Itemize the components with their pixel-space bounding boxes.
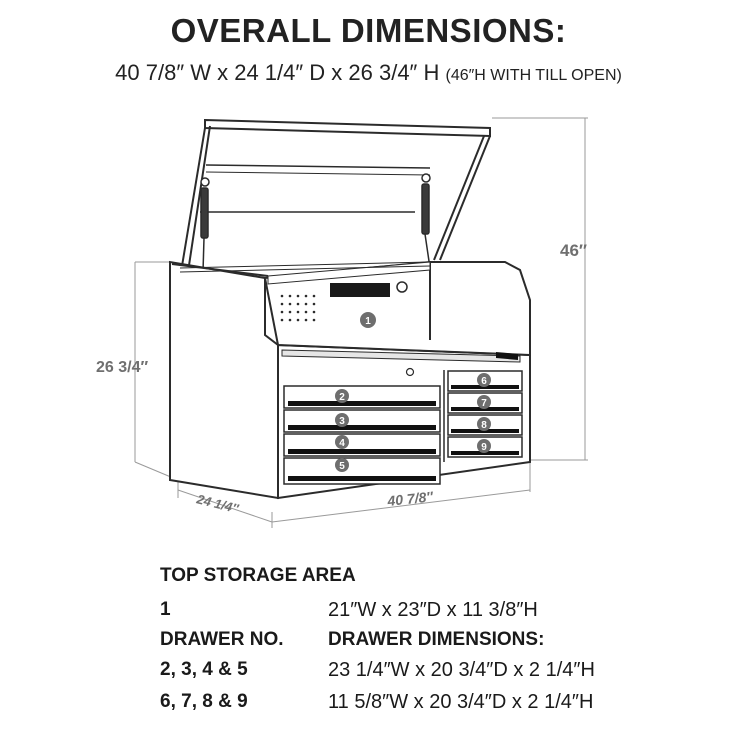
callout-4 bbox=[335, 435, 349, 449]
top-storage-dims: 21″W x 23″D x 11 3/8″H bbox=[328, 599, 538, 621]
svg-text:1: 1 bbox=[365, 316, 371, 327]
drawer-dims-heading: DRAWER DIMENSIONS: bbox=[328, 629, 545, 650]
drawer-dims: 11 5/8″W x 20 3/4″D x 2 1/4″H bbox=[328, 691, 594, 713]
wide-drawers bbox=[284, 386, 440, 484]
drawer-numbers: 2, 3, 4 & 5 bbox=[160, 659, 248, 680]
svg-text:5: 5 bbox=[339, 461, 345, 472]
drawer-2 bbox=[284, 386, 440, 408]
dimension-height: 26 3/4″ bbox=[96, 359, 149, 376]
dimension-open-height: 46″ bbox=[560, 241, 588, 260]
drawer-3 bbox=[284, 410, 440, 432]
page-title: OVERALL DIMENSIONS: bbox=[170, 12, 567, 49]
callout-5 bbox=[335, 458, 349, 472]
dimension-depth: 24 1/4″ bbox=[195, 491, 241, 517]
overall-dimensions-text: 40 7/8″ W x 24 1/4″ D x 26 3/4″ H bbox=[115, 60, 440, 85]
svg-text:3: 3 bbox=[339, 416, 345, 427]
gas-struts bbox=[201, 174, 430, 272]
top-storage-number: 1 bbox=[160, 599, 171, 620]
svg-text:7: 7 bbox=[481, 398, 487, 409]
callout-2 bbox=[335, 389, 349, 403]
svg-text:4: 4 bbox=[339, 438, 345, 449]
drawer-dims: 23 1/4″W x 20 3/4″D x 2 1/4″H bbox=[328, 659, 595, 681]
till-open-note: (46″H WITH TILL OPEN) bbox=[445, 67, 622, 84]
top-storage-heading: TOP STORAGE AREA bbox=[160, 565, 356, 586]
callout-1 bbox=[360, 312, 376, 328]
keyhole-icon bbox=[407, 369, 414, 376]
drawer-5 bbox=[284, 458, 440, 484]
callout-6 bbox=[477, 373, 491, 387]
callout-9 bbox=[477, 439, 491, 453]
display-panel bbox=[330, 283, 390, 297]
svg-text:2: 2 bbox=[339, 392, 345, 403]
till-lid bbox=[181, 120, 490, 272]
drawer-4 bbox=[284, 434, 440, 456]
callout-7 bbox=[477, 395, 491, 409]
svg-text:8: 8 bbox=[481, 420, 487, 431]
drawer-no-heading: DRAWER NO. bbox=[160, 629, 284, 650]
callout-3 bbox=[335, 413, 349, 427]
dimension-width: 40 7/8″ bbox=[386, 488, 434, 509]
drawer-numbers: 6, 7, 8 & 9 bbox=[160, 691, 248, 712]
svg-text:6: 6 bbox=[481, 376, 487, 387]
callout-8 bbox=[477, 417, 491, 431]
lock-icon bbox=[397, 282, 407, 292]
svg-text:9: 9 bbox=[481, 442, 487, 453]
